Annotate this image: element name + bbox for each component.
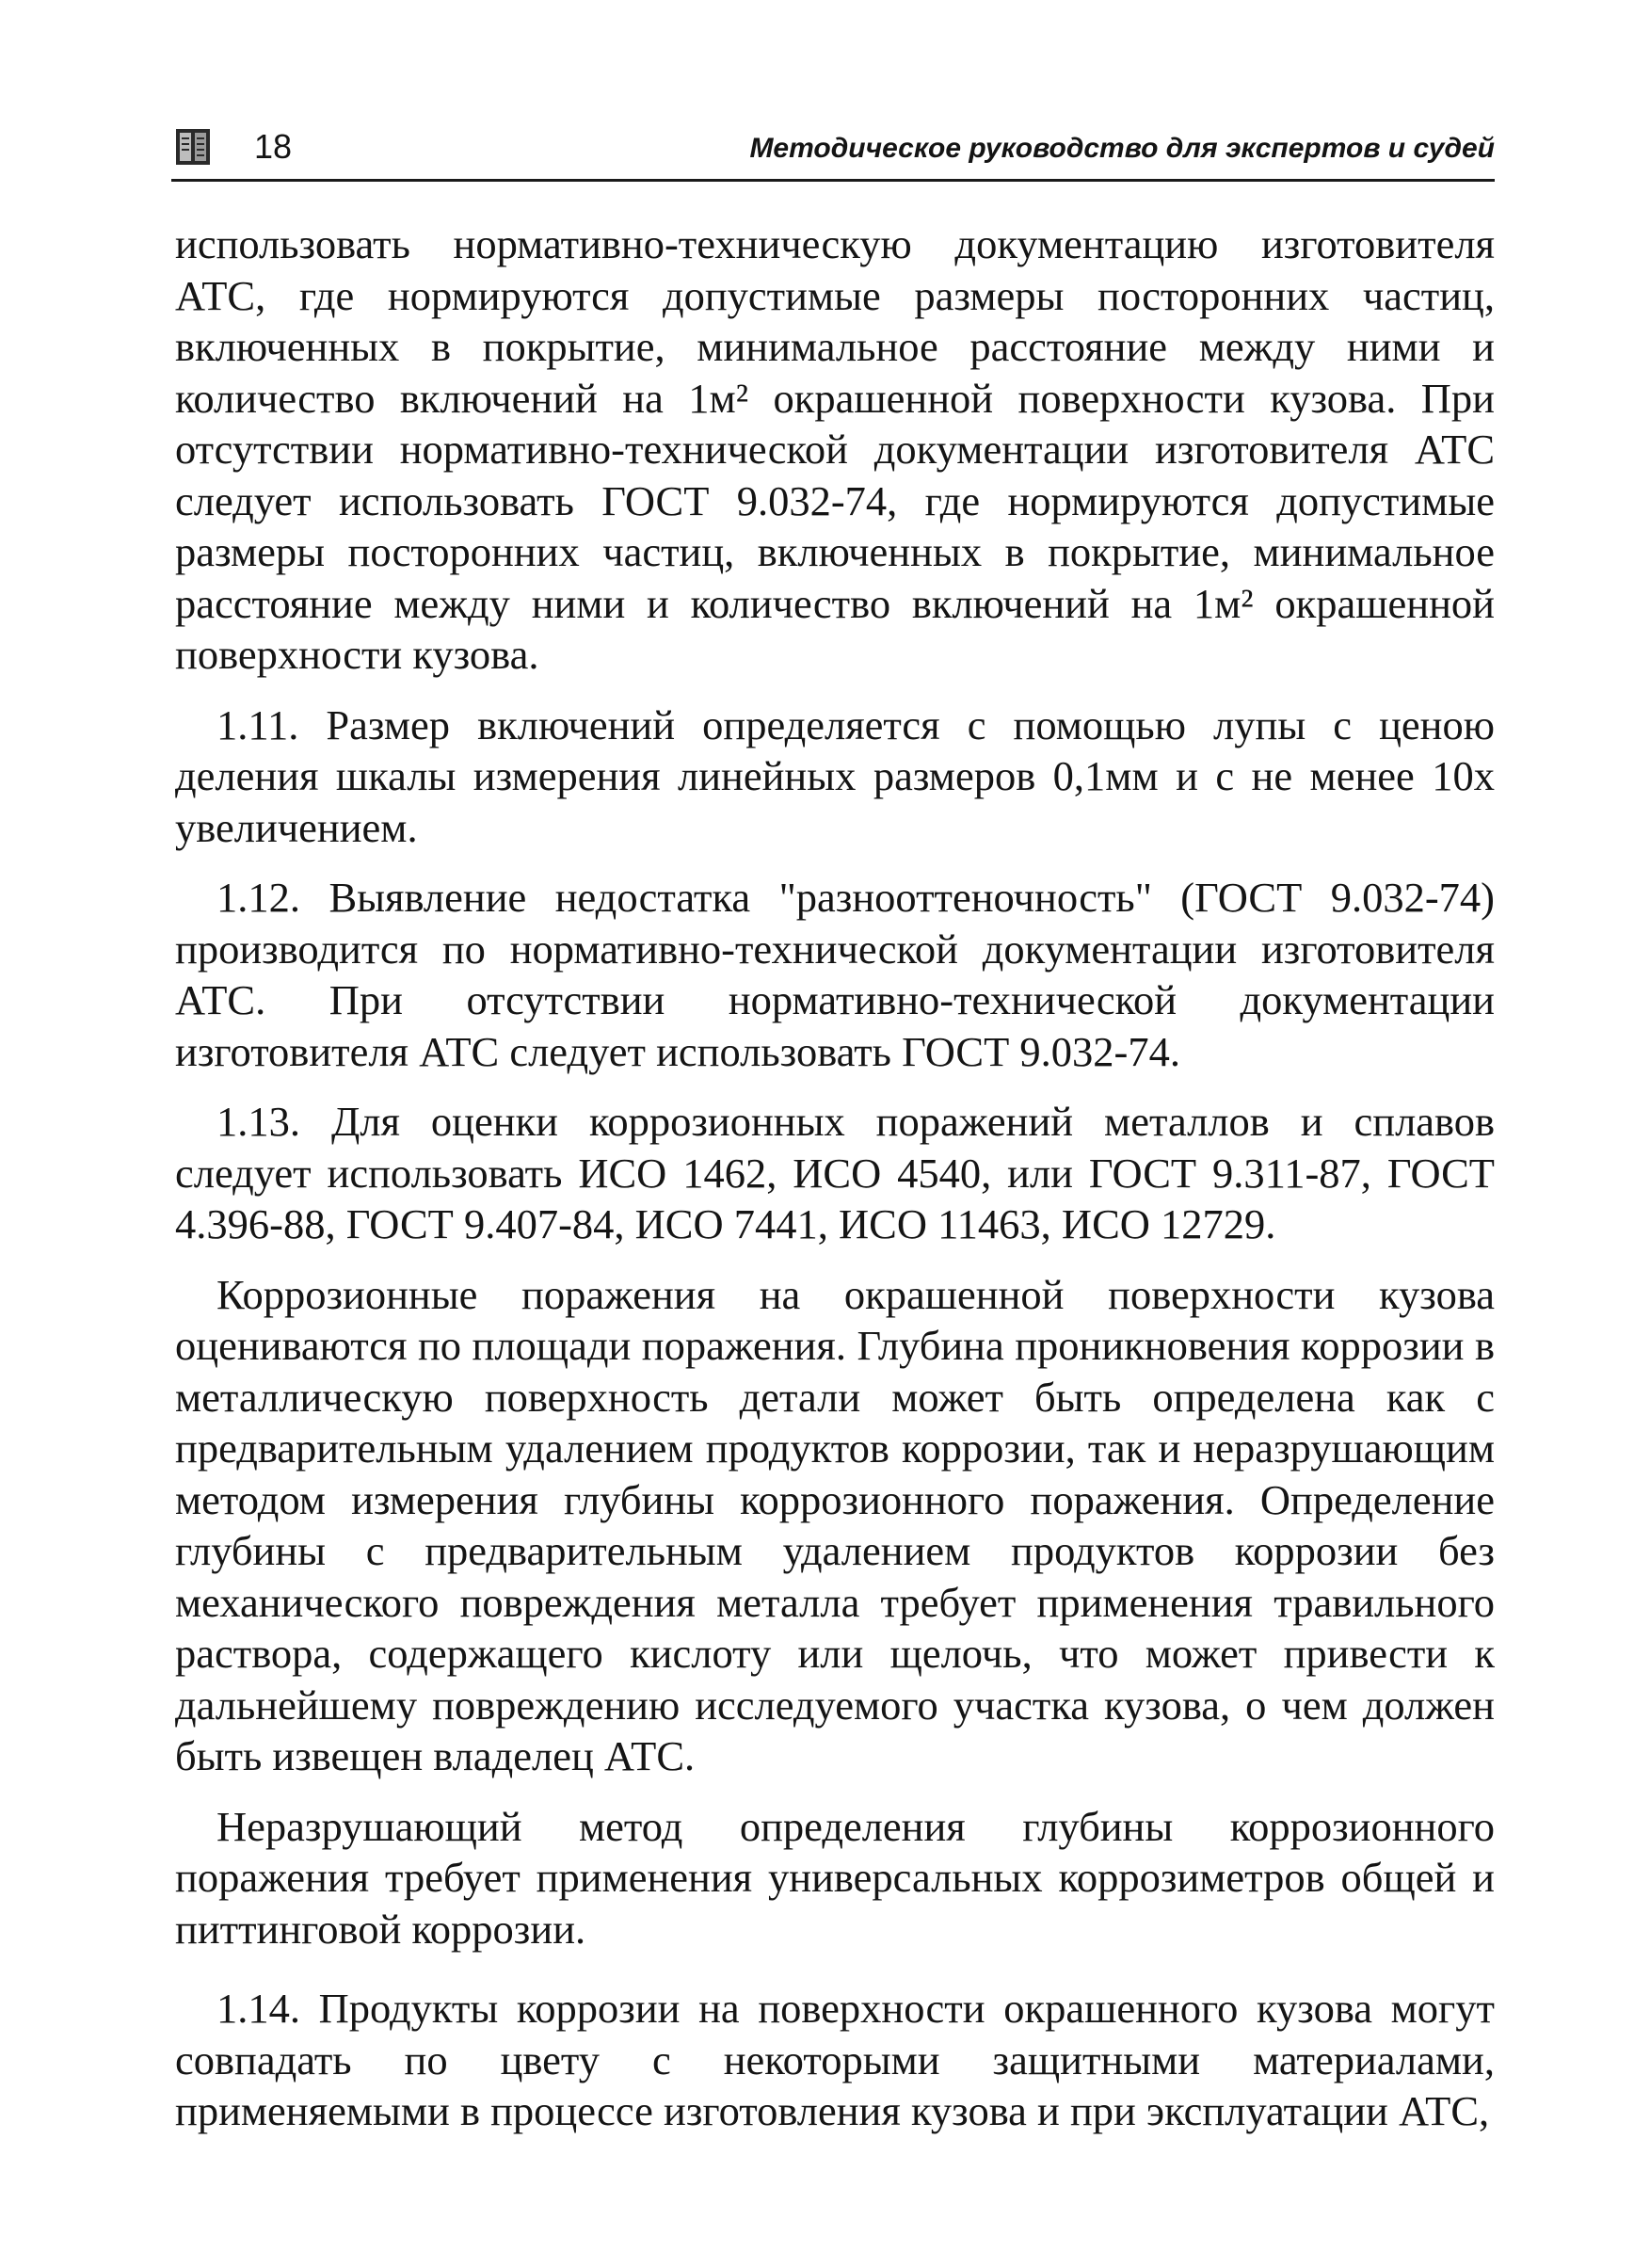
book-page-icon bbox=[175, 128, 211, 166]
paragraph-1-13: 1.13. Для оценки коррозионных поражений металлов и сплавов следует использовать ИСО 1462, ИСО 4540, или ГОСТ 9.311-87, ГОСТ 4.396-88, ГОСТ 9.407-84, ИСО 7441, ИСО 11463, ИСО 12729. bbox=[175, 1098, 1495, 1247]
paragraph-corrosion-assessment: Коррозионные поражения на окрашенной поверхности кузова оцениваются по площади поражения. Глубина проникновения коррозии в металлическую поверхность детали может быть определена как с предварительным удалением продуктов коррозии, так и неразрушающим методом измерения глубины коррозионного поражения. Определение глубины с предварительным удалением продуктов коррозии без механического повреждения металла требует применения травильного раствора, содержащего кислоту или щелочь, что может привести к дальнейшему повреждению исследуемого участка кузова, о чем должен быть извещен владелец АТС. bbox=[175, 1270, 1495, 1779]
paragraph-nondestructive-method: Неразрушающий метод определения глубины коррозионного поражения требует применения универсальных коррозиметров общей и питтинговой коррозии. bbox=[175, 1802, 1495, 1953]
page-number: 18 bbox=[254, 127, 293, 166]
page-header bbox=[171, 121, 1495, 182]
paragraph-continuation: использовать нормативно-техническую документацию изготовителя АТС, где нормируются допустимые размеры посторонних частиц, включенных в покрытие, минимальное расстояние между ними и количество включений на 1м² окрашенной поверхности кузова. При отсутствии нормативно-технической документации изготовителя АТС следует использовать ГОСТ 9.032-74, где нормируются допустимые размеры посторонних частиц, включенных в покрытие, минимальное расстояние между ними и количество включений на 1м² окрашенной поверхности кузова. bbox=[175, 220, 1495, 678]
paragraph-1-12: 1.12. Выявление недостатка "разнооттеночность" (ГОСТ 9.032-74) производится по нормативно-технической документации изготовителя АТС. При отсутствии нормативно-технической документации изготовителя АТС следует использовать ГОСТ 9.032-74. bbox=[175, 874, 1495, 1075]
paragraph-1-11: 1.11. Размер включений определяется с помощью лупы с ценою деления шкалы измерения линейных размеров 0,1мм и с не менее 10х увеличением. bbox=[175, 700, 1495, 851]
running-title: Методическое руководство для экспертов и судей bbox=[749, 133, 1495, 164]
paragraph-1-14: 1.14. Продукты коррозии на поверхности окрашенного кузова могут совпадать по цвету с некоторыми защитными материалами, применяемыми в процессе изготовления кузова и при эксплуатации АТС, bbox=[175, 1985, 1495, 2134]
body-text bbox=[175, 218, 1495, 2137]
